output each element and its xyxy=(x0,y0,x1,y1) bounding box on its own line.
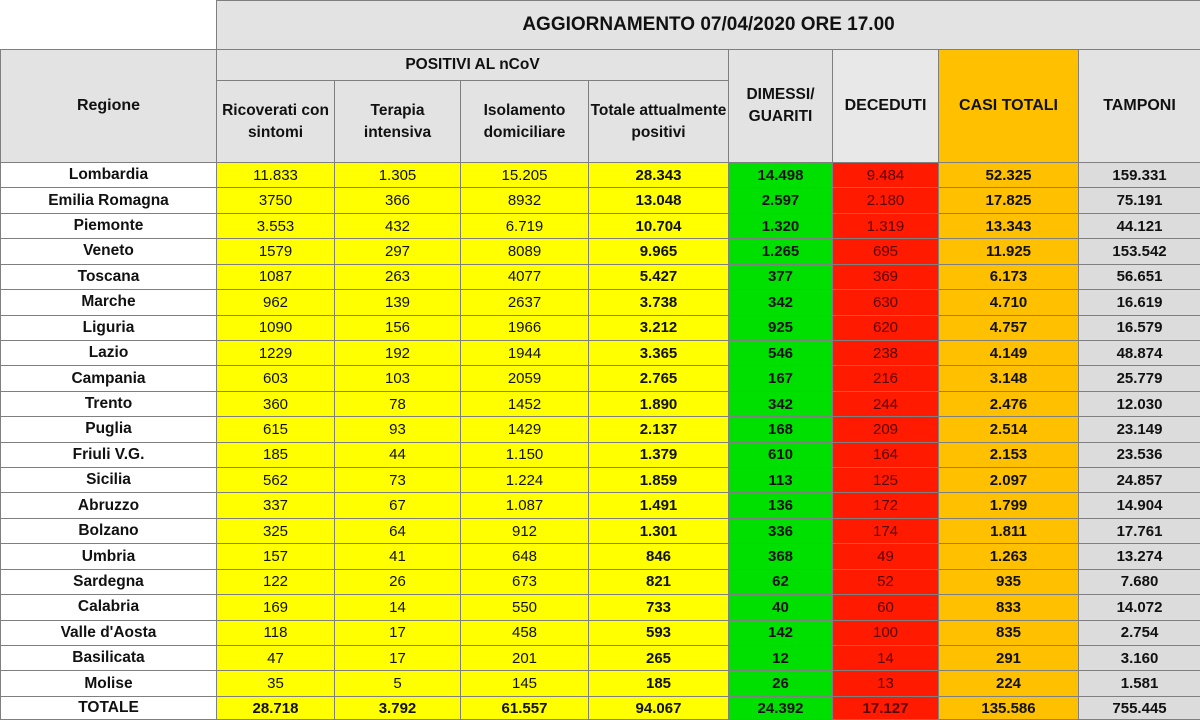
tamponi-cell: 75.191 xyxy=(1079,188,1200,213)
casi-totali-cell: 4.149 xyxy=(939,340,1079,365)
deceduti-cell: 216 xyxy=(833,366,939,391)
deceduti-cell: 369 xyxy=(833,264,939,289)
regione-cell: Valle d'Aosta xyxy=(1,620,217,645)
tamponi-cell: 16.579 xyxy=(1079,315,1200,340)
totale-positivi-cell: 185 xyxy=(589,671,729,697)
terapia-cell: 73 xyxy=(335,468,461,493)
terapia-cell: 103 xyxy=(335,366,461,391)
tamponi-cell: 16.619 xyxy=(1079,290,1200,315)
isolamento-cell: 145 xyxy=(461,671,589,697)
dimessi-cell: 342 xyxy=(729,290,833,315)
isolamento-cell: 6.719 xyxy=(461,213,589,238)
totale-positivi-cell: 10.704 xyxy=(589,213,729,238)
ricoverati-cell: 1579 xyxy=(217,239,335,264)
tamponi-cell: 56.651 xyxy=(1079,264,1200,289)
dimessi-cell: 1.265 xyxy=(729,239,833,264)
table-row xyxy=(1,417,1200,442)
totale-positivi-cell: 821 xyxy=(589,569,729,594)
isolamento-cell: 1.150 xyxy=(461,442,589,467)
terapia-cell: 17 xyxy=(335,646,461,671)
isolamento-cell: 648 xyxy=(461,544,589,569)
regione-cell: Emilia Romagna xyxy=(1,188,217,213)
isolamento-cell: 1966 xyxy=(461,315,589,340)
dimessi-cell: 368 xyxy=(729,544,833,569)
casi-totali-cell: 2.514 xyxy=(939,417,1079,442)
deceduti-cell: 172 xyxy=(833,493,939,518)
regione-cell: Piemonte xyxy=(1,213,217,238)
tamponi-cell: 7.680 xyxy=(1079,569,1200,594)
ricoverati-cell: 185 xyxy=(217,442,335,467)
ricoverati-cell: 3.553 xyxy=(217,213,335,238)
totale-positivi-cell: 1.491 xyxy=(589,493,729,518)
terapia-cell: 1.305 xyxy=(335,163,461,188)
deceduti-cell: 174 xyxy=(833,518,939,543)
casi-totali-cell: 2.097 xyxy=(939,468,1079,493)
casi-totali-cell: 833 xyxy=(939,595,1079,620)
totale-ricoverati: 28.718 xyxy=(217,697,335,720)
dimessi-cell: 136 xyxy=(729,493,833,518)
regione-cell: Toscana xyxy=(1,264,217,289)
casi-totali-cell: 4.710 xyxy=(939,290,1079,315)
regione-cell: Friuli V.G. xyxy=(1,442,217,467)
totale-positivi-cell: 1.859 xyxy=(589,468,729,493)
deceduti-cell: 244 xyxy=(833,391,939,416)
regione-cell: Lombardia xyxy=(1,163,217,188)
regione-cell: Puglia xyxy=(1,417,217,442)
tamponi-cell: 2.754 xyxy=(1079,620,1200,645)
deceduti-cell: 60 xyxy=(833,595,939,620)
table-row xyxy=(1,518,1200,543)
deceduti-cell: 238 xyxy=(833,340,939,365)
terapia-cell: 64 xyxy=(335,518,461,543)
regione-cell: Sicilia xyxy=(1,468,217,493)
casi-totali-cell: 1.263 xyxy=(939,544,1079,569)
ricoverati-cell: 603 xyxy=(217,366,335,391)
ricoverati-cell: 118 xyxy=(217,620,335,645)
tamponi-cell: 25.779 xyxy=(1079,366,1200,391)
table-row xyxy=(1,493,1200,518)
totale-positivi-cell: 1.379 xyxy=(589,442,729,467)
regione-cell: Trento xyxy=(1,391,217,416)
ricoverati-cell: 562 xyxy=(217,468,335,493)
deceduti-cell: 695 xyxy=(833,239,939,264)
terapia-cell: 41 xyxy=(335,544,461,569)
ricoverati-cell: 1087 xyxy=(217,264,335,289)
regione-cell: Sardegna xyxy=(1,569,217,594)
isolamento-cell: 8932 xyxy=(461,188,589,213)
tamponi-cell: 153.542 xyxy=(1079,239,1200,264)
totale-positivi-cell: 13.048 xyxy=(589,188,729,213)
ricoverati-cell: 337 xyxy=(217,493,335,518)
terapia-cell: 156 xyxy=(335,315,461,340)
terapia-cell: 192 xyxy=(335,340,461,365)
ricoverati-cell: 11.833 xyxy=(217,163,335,188)
terapia-cell: 14 xyxy=(335,595,461,620)
terapia-cell: 432 xyxy=(335,213,461,238)
regione-cell: Veneto xyxy=(1,239,217,264)
dimessi-cell: 142 xyxy=(729,620,833,645)
dimessi-cell: 12 xyxy=(729,646,833,671)
regione-cell: Umbria xyxy=(1,544,217,569)
terapia-cell: 67 xyxy=(335,493,461,518)
dimessi-cell: 377 xyxy=(729,264,833,289)
isolamento-cell: 15.205 xyxy=(461,163,589,188)
dimessi-cell: 62 xyxy=(729,569,833,594)
totale-positivi-cell: 846 xyxy=(589,544,729,569)
table-row xyxy=(1,264,1200,289)
totale-label: TOTALE xyxy=(1,697,217,720)
totale-positivi-cell: 593 xyxy=(589,620,729,645)
ricoverati-cell: 360 xyxy=(217,391,335,416)
table-row xyxy=(1,569,1200,594)
casi-totali-cell: 1.811 xyxy=(939,518,1079,543)
tamponi-cell: 1.581 xyxy=(1079,671,1200,697)
table-row xyxy=(1,595,1200,620)
deceduti-cell: 13 xyxy=(833,671,939,697)
isolamento-cell: 912 xyxy=(461,518,589,543)
deceduti-cell: 620 xyxy=(833,315,939,340)
table-row xyxy=(1,646,1200,671)
deceduti-cell: 49 xyxy=(833,544,939,569)
terapia-cell: 44 xyxy=(335,442,461,467)
dimessi-cell: 14.498 xyxy=(729,163,833,188)
tamponi-cell: 13.274 xyxy=(1079,544,1200,569)
isolamento-cell: 4077 xyxy=(461,264,589,289)
totale-positivi-cell: 28.343 xyxy=(589,163,729,188)
isolamento-cell: 1.087 xyxy=(461,493,589,518)
table-row xyxy=(1,315,1200,340)
dimessi-cell: 167 xyxy=(729,366,833,391)
totale-deceduti: 17.127 xyxy=(833,697,939,720)
regione-cell: Marche xyxy=(1,290,217,315)
terapia-cell: 5 xyxy=(335,671,461,697)
isolamento-cell: 2637 xyxy=(461,290,589,315)
dimessi-cell: 40 xyxy=(729,595,833,620)
corner-blank xyxy=(1,1,217,50)
casi-totali-cell: 2.476 xyxy=(939,391,1079,416)
table-row xyxy=(1,468,1200,493)
header-tamponi: TAMPONI xyxy=(1079,50,1200,163)
tamponi-cell: 14.072 xyxy=(1079,595,1200,620)
dimessi-cell: 336 xyxy=(729,518,833,543)
ricoverati-cell: 1090 xyxy=(217,315,335,340)
casi-totali-cell: 224 xyxy=(939,671,1079,697)
casi-totali-cell: 835 xyxy=(939,620,1079,645)
isolamento-cell: 673 xyxy=(461,569,589,594)
terapia-cell: 78 xyxy=(335,391,461,416)
isolamento-cell: 201 xyxy=(461,646,589,671)
table-row xyxy=(1,544,1200,569)
casi-totali-cell: 17.825 xyxy=(939,188,1079,213)
deceduti-cell: 52 xyxy=(833,569,939,594)
totale-positivi-cell: 265 xyxy=(589,646,729,671)
table-row xyxy=(1,442,1200,467)
tamponi-cell: 3.160 xyxy=(1079,646,1200,671)
header-terapia: Terapia intensiva xyxy=(335,81,461,163)
casi-totali-cell: 291 xyxy=(939,646,1079,671)
table-row xyxy=(1,671,1200,697)
casi-totali-cell: 52.325 xyxy=(939,163,1079,188)
dimessi-cell: 610 xyxy=(729,442,833,467)
tamponi-cell: 24.857 xyxy=(1079,468,1200,493)
terapia-cell: 26 xyxy=(335,569,461,594)
regione-cell: Basilicata xyxy=(1,646,217,671)
ricoverati-cell: 122 xyxy=(217,569,335,594)
terapia-cell: 263 xyxy=(335,264,461,289)
casi-totali-cell: 4.757 xyxy=(939,315,1079,340)
ricoverati-cell: 169 xyxy=(217,595,335,620)
table-row xyxy=(1,620,1200,645)
deceduti-cell: 100 xyxy=(833,620,939,645)
deceduti-cell: 125 xyxy=(833,468,939,493)
table-row xyxy=(1,163,1200,188)
table-row xyxy=(1,340,1200,365)
ricoverati-cell: 35 xyxy=(217,671,335,697)
casi-totali-cell: 2.153 xyxy=(939,442,1079,467)
terapia-cell: 17 xyxy=(335,620,461,645)
regione-cell: Abruzzo xyxy=(1,493,217,518)
header-totale-positivi: Totale attualmente positivi xyxy=(589,81,729,163)
dimessi-cell: 342 xyxy=(729,391,833,416)
deceduti-cell: 164 xyxy=(833,442,939,467)
tamponi-cell: 44.121 xyxy=(1079,213,1200,238)
dimessi-cell: 26 xyxy=(729,671,833,697)
terapia-cell: 297 xyxy=(335,239,461,264)
ricoverati-cell: 325 xyxy=(217,518,335,543)
table-body xyxy=(1,163,1200,697)
totale-positivi-cell: 3.365 xyxy=(589,340,729,365)
dimessi-cell: 1.320 xyxy=(729,213,833,238)
header-dimessi: DIMESSI/ GUARITI xyxy=(729,50,833,163)
deceduti-cell: 1.319 xyxy=(833,213,939,238)
ricoverati-cell: 3750 xyxy=(217,188,335,213)
header-positivi-group: POSITIVI AL nCoV xyxy=(217,50,729,81)
deceduti-cell: 209 xyxy=(833,417,939,442)
table-row xyxy=(1,366,1200,391)
isolamento-cell: 1429 xyxy=(461,417,589,442)
ricoverati-cell: 47 xyxy=(217,646,335,671)
casi-totali-cell: 11.925 xyxy=(939,239,1079,264)
casi-totali-cell: 6.173 xyxy=(939,264,1079,289)
totale-positivi: 94.067 xyxy=(589,697,729,720)
deceduti-cell: 14 xyxy=(833,646,939,671)
deceduti-cell: 9.484 xyxy=(833,163,939,188)
isolamento-cell: 8089 xyxy=(461,239,589,264)
deceduti-cell: 630 xyxy=(833,290,939,315)
ricoverati-cell: 1229 xyxy=(217,340,335,365)
regione-cell: Liguria xyxy=(1,315,217,340)
table-row xyxy=(1,290,1200,315)
dimessi-cell: 925 xyxy=(729,315,833,340)
isolamento-cell: 1.224 xyxy=(461,468,589,493)
terapia-cell: 93 xyxy=(335,417,461,442)
ricoverati-cell: 157 xyxy=(217,544,335,569)
header-deceduti: DECEDUTI xyxy=(833,50,939,163)
casi-totali-cell: 3.148 xyxy=(939,366,1079,391)
tamponi-cell: 48.874 xyxy=(1079,340,1200,365)
regione-cell: Bolzano xyxy=(1,518,217,543)
header-regione: Regione xyxy=(1,50,217,163)
dimessi-cell: 168 xyxy=(729,417,833,442)
table-row xyxy=(1,213,1200,238)
totale-positivi-cell: 733 xyxy=(589,595,729,620)
totale-positivi-cell: 3.212 xyxy=(589,315,729,340)
totale-isolamento: 61.557 xyxy=(461,697,589,720)
tamponi-cell: 23.536 xyxy=(1079,442,1200,467)
table-footer xyxy=(1,697,1200,720)
regione-cell: Calabria xyxy=(1,595,217,620)
deceduti-cell: 2.180 xyxy=(833,188,939,213)
isolamento-cell: 550 xyxy=(461,595,589,620)
ricoverati-cell: 962 xyxy=(217,290,335,315)
isolamento-cell: 1452 xyxy=(461,391,589,416)
totale-positivi-cell: 9.965 xyxy=(589,239,729,264)
totale-row xyxy=(1,697,1200,720)
isolamento-cell: 1944 xyxy=(461,340,589,365)
terapia-cell: 366 xyxy=(335,188,461,213)
totale-dimessi: 24.392 xyxy=(729,697,833,720)
dimessi-cell: 2.597 xyxy=(729,188,833,213)
table-row xyxy=(1,239,1200,264)
header-casi-totali: CASI TOTALI xyxy=(939,50,1079,163)
totale-positivi-cell: 1.890 xyxy=(589,391,729,416)
regione-cell: Molise xyxy=(1,671,217,697)
isolamento-cell: 2059 xyxy=(461,366,589,391)
totale-positivi-cell: 5.427 xyxy=(589,264,729,289)
tamponi-cell: 23.149 xyxy=(1079,417,1200,442)
regione-cell: Lazio xyxy=(1,340,217,365)
casi-totali-cell: 1.799 xyxy=(939,493,1079,518)
totale-positivi-cell: 3.738 xyxy=(589,290,729,315)
casi-totali-cell: 13.343 xyxy=(939,213,1079,238)
dimessi-cell: 546 xyxy=(729,340,833,365)
tamponi-cell: 17.761 xyxy=(1079,518,1200,543)
terapia-cell: 139 xyxy=(335,290,461,315)
totale-casi: 135.586 xyxy=(939,697,1079,720)
totale-tamponi: 755.445 xyxy=(1079,697,1200,720)
table-row xyxy=(1,391,1200,416)
tamponi-cell: 159.331 xyxy=(1079,163,1200,188)
update-title: AGGIORNAMENTO 07/04/2020 ORE 17.00 xyxy=(217,1,1200,50)
totale-positivi-cell: 2.765 xyxy=(589,366,729,391)
casi-totali-cell: 935 xyxy=(939,569,1079,594)
regione-cell: Campania xyxy=(1,366,217,391)
tamponi-cell: 14.904 xyxy=(1079,493,1200,518)
totale-positivi-cell: 1.301 xyxy=(589,518,729,543)
totale-terapia: 3.792 xyxy=(335,697,461,720)
isolamento-cell: 458 xyxy=(461,620,589,645)
dimessi-cell: 113 xyxy=(729,468,833,493)
header-ricoverati: Ricoverati con sintomi xyxy=(217,81,335,163)
header-isolamento: Isolamento domiciliare xyxy=(461,81,589,163)
ricoverati-cell: 615 xyxy=(217,417,335,442)
table-row xyxy=(1,188,1200,213)
totale-positivi-cell: 2.137 xyxy=(589,417,729,442)
table-header xyxy=(1,1,1200,163)
tamponi-cell: 12.030 xyxy=(1079,391,1200,416)
